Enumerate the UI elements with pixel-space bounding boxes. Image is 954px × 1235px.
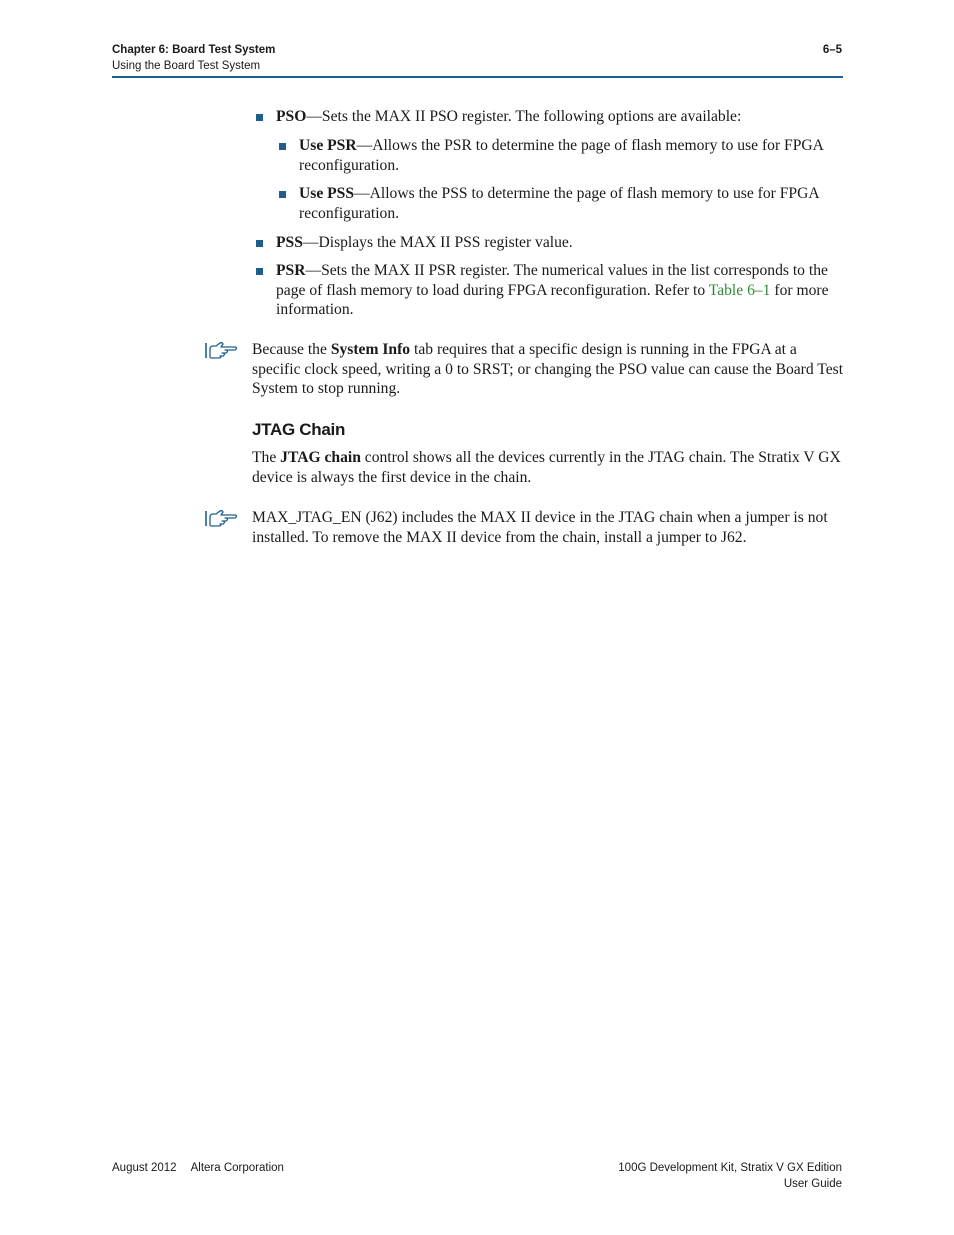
footer-left [112,1160,284,1176]
list-item-pso [276,107,844,127]
footer-company: Altera Corporation [190,1162,284,1174]
list-item-pss [276,233,844,253]
footer-right [618,1160,842,1192]
bullet-square-icon [279,191,286,198]
footer-doc-type: User Guide [783,1178,842,1190]
jtag-before: The [252,449,281,466]
running-header [112,42,842,74]
bullet-square-icon [256,114,263,121]
bullet-square-icon [256,240,263,247]
desc-psr: —Sets the MAX II PSR register. The numerical values in the list corresponds to the page of flash memory to load during FPGA reconfiguration. Refer to [276,262,828,299]
term-jtag-chain: JTAG chain [280,449,361,466]
pointing-hand-note-icon [204,340,240,360]
term-psr: PSR [276,262,306,279]
note-max-jtag-en [252,508,844,547]
bullet-square-icon [279,143,286,150]
header-rule [112,76,843,78]
pointing-hand-note-icon [204,508,240,528]
term-use-pss: Use PSS [299,185,355,202]
term-system-info: System Info [330,341,411,358]
note1-after: tab requires that a specific design is running in the FPGA at a specific clock speed, writing a 0 to SRST; or changing the PSO value can cause the Board Test System to stop running. [252,341,844,398]
desc-use-pss: —Allows the PSS to determine the page of flash memory to use for FPGA reconfiguration. [299,185,819,222]
header-section: Using the Board Test System [112,60,261,72]
footer-date: August 2012 [112,1162,177,1174]
desc-use-psr: —Allows the PSR to determine the page of flash memory to use for FPGA reconfiguration. [299,137,824,174]
note1-before: Because the [252,341,331,358]
term-pso: PSO [276,108,307,125]
desc-psr-after: for more information. [276,281,829,319]
term-pss: PSS [276,234,303,251]
jtag-after: control shows all the devices currently in the JTAG chain. The Stratix V GX device is always the first device in the chain. [252,449,841,486]
desc-pss: —Displays the MAX II PSS register value. [302,234,573,251]
footer-doc-title: 100G Development Kit, Stratix V GX Edition [618,1162,842,1174]
paragraph-jtag-chain [252,448,844,487]
section-heading-jtag-chain: JTAG Chain [252,420,346,439]
header-chapter: Chapter 6: Board Test System [112,44,276,56]
list-item-use-pss [299,184,844,223]
note2-text: MAX_JTAG_EN (J62) includes the MAX II device in the JTAG chain when a jumper is not installed. To remove the MAX II device from the chain, install a jumper to J62. [252,509,828,546]
list-item-psr [276,261,844,320]
note-system-info [252,340,844,399]
bullet-square-icon [256,268,263,275]
list-item-use-psr [299,136,844,175]
desc-pso: —Sets the MAX II PSO register. The following options are available: [306,108,742,125]
page-number: 6–5 [822,44,842,56]
link-table-6-1[interactable]: Table 6–1 [708,281,771,299]
term-use-psr: Use PSR [299,137,357,154]
